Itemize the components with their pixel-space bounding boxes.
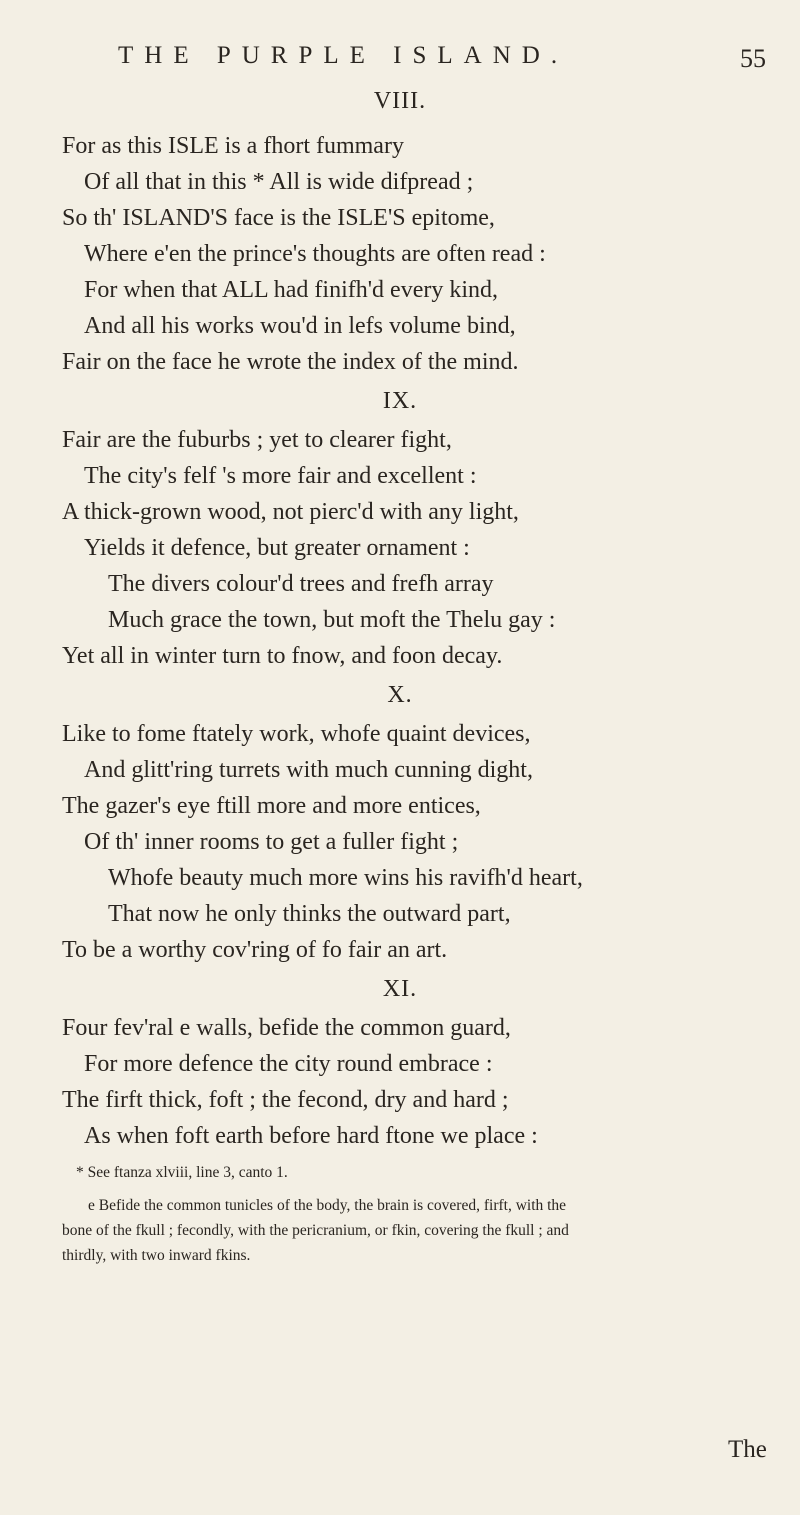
verse-line: For more defence the city round embrace :: [84, 1051, 493, 1077]
verse-line: Of th' inner rooms to get a fuller fight ;: [84, 829, 459, 855]
verse-line: A thick-grown wood, not pierc'd with any light,: [62, 499, 519, 525]
catchword: The: [728, 1436, 767, 1463]
verse-line: And all his works wou'd in lefs volume bind,: [84, 313, 516, 339]
verse-line: For as this ISLE is a fhort fummary: [62, 133, 404, 159]
verse-line: That now he only thinks the outward part,: [108, 901, 511, 927]
verse-line: Where e'en the prince's thoughts are often read :: [84, 241, 546, 267]
stanza-number: IX.: [382, 388, 418, 414]
footnote: bone of the fkull ; fecondly, with the pericranium, or fkin, covering the fkull ; and: [62, 1222, 569, 1239]
verse-line: The gazer's eye ftill more and more entices,: [62, 793, 481, 819]
footnote: * See ftanza xlviii, line 3, canto 1.: [76, 1164, 288, 1181]
verse-line: Yet all in winter turn to fnow, and foon decay.: [62, 643, 503, 669]
footnote: thirdly, with two inward fkins.: [62, 1247, 251, 1264]
verse-line: Of all that in this * All is wide difpread ;: [84, 169, 474, 195]
stanza-number: VIII.: [373, 88, 427, 114]
stanza-number: X.: [387, 682, 413, 708]
verse-line: So th' ISLAND'S face is the ISLE'S epitome,: [62, 205, 495, 231]
verse-line: To be a worthy cov'ring of fo fair an art.: [62, 937, 448, 963]
verse-line: Much grace the town, but moft the Thelu gay :: [108, 607, 556, 633]
verse-line: For when that ALL had finifh'd every kind,: [84, 277, 499, 303]
verse-line: Yields it defence, but greater ornament :: [84, 535, 470, 561]
verse-line: Like to fome ftately work, whofe quaint devices,: [62, 721, 531, 747]
verse-line: Fair on the face he wrote the index of the mind.: [62, 349, 519, 375]
verse-line: The firft thick, foft ; the fecond, dry and hard ;: [62, 1087, 509, 1113]
verse-line: Whofe beauty much more wins his ravifh'd heart,: [108, 865, 583, 891]
verse-line: Four fev'ral e walls, befide the common guard,: [62, 1015, 511, 1041]
verse-line: Fair are the fuburbs ; yet to clearer fight,: [62, 427, 452, 453]
verse-line: And glitt'ring turrets with much cunning dight,: [84, 757, 533, 783]
running-title: THE PURPLE ISLAND.: [118, 42, 569, 69]
footnote: e Befide the common tunicles of the body, the brain is covered, firft, with the: [88, 1197, 567, 1214]
page-number: 55: [740, 44, 766, 73]
stanza-number: XI.: [382, 976, 418, 1002]
verse-line: As when foft earth before hard ftone we place :: [84, 1123, 538, 1149]
verse-line: The divers colour'd trees and frefh array: [108, 571, 494, 597]
verse-line: The city's felf 's more fair and excellent :: [84, 463, 477, 489]
